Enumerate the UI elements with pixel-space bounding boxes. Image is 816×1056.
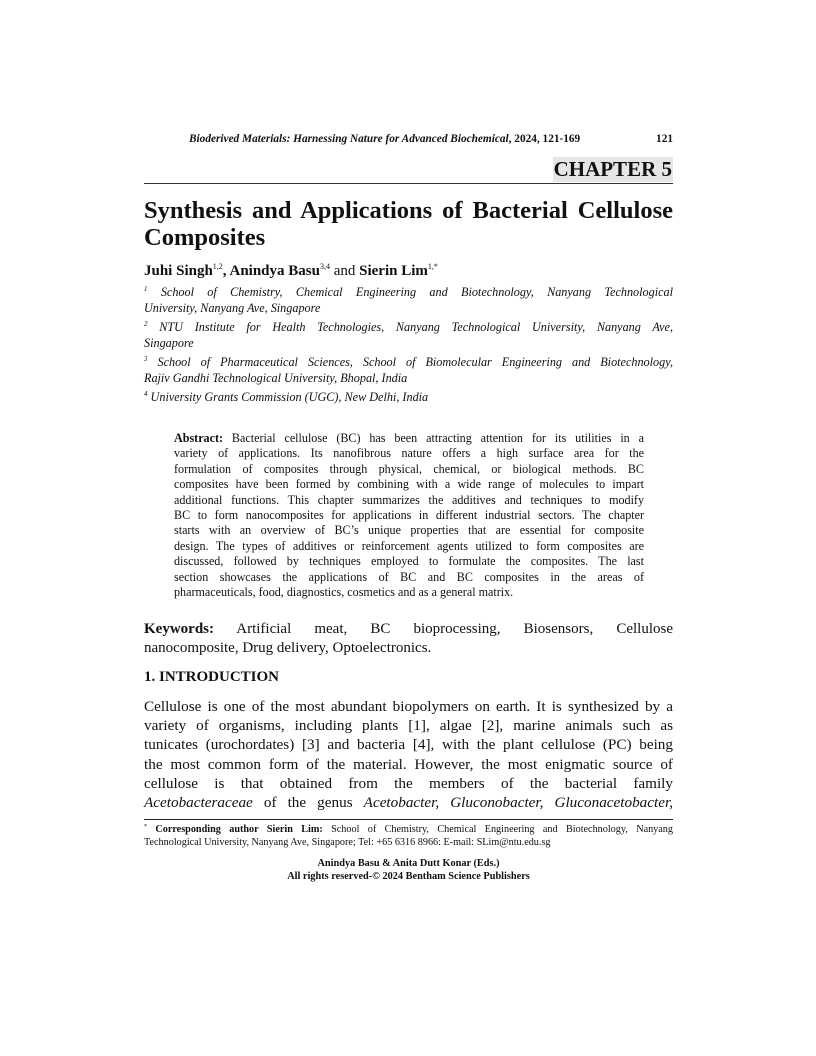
abstract-line: section showcases the applications of BC and BC composites in the areas of <box>174 569 644 584</box>
abstract-label: Abstract: <box>174 431 224 445</box>
author-affil-sup: 3,4 <box>319 262 330 271</box>
abstract-line: BC to form nanocomposites for applications in different industrial sectors. The chapter <box>174 508 644 523</box>
footnote-line: Technological University, Nanyang Ave, Singapore; Tel: +65 6316 8966: E-mail: SLim@ntu.edu.sg <box>144 837 551 848</box>
affiliation-text: School of Chemistry, Chemical Engineering and Biotechnology, Nanyang Technological <box>160 285 674 299</box>
publisher-info <box>144 857 673 883</box>
body-line: the most common form of the material. However, the most enigmatic source of <box>144 755 673 773</box>
title-line-1: Synthesis and Applications of Bacterial Cellulose <box>144 197 673 224</box>
affiliation-line <box>144 285 673 301</box>
author-name: Sierin Lim <box>359 263 428 279</box>
footnote-line <box>144 823 673 836</box>
footnote <box>144 823 673 849</box>
body-line <box>144 793 673 812</box>
keywords-label: Keywords: <box>144 621 214 637</box>
affiliation-text: University Grants Commission (UGC), New Delhi, India <box>150 390 429 404</box>
body-line: cellulose is that obtained from the members of the bacterial family <box>144 774 673 792</box>
body-text: of the genus <box>252 794 364 812</box>
affiliation-text: University, Nanyang Ave, Singapore <box>144 300 321 315</box>
body-paragraph <box>144 697 673 812</box>
abstract-line: variety of applications. Its nanofibrous nature offers a high surface area for the <box>174 446 644 461</box>
abstract-text: Bacterial cellulose (BC) has been attracting attention for its utilities in a <box>223 431 644 445</box>
affiliation <box>144 320 673 351</box>
year-pages: , 2024, 121-169 <box>508 133 581 145</box>
title-line-2: Composites <box>144 224 266 251</box>
abstract-line: starts with an overview of BC’s unique properties that are essential for composite <box>174 523 644 538</box>
body-line: tunicates (urochordates) [3] and bacteria [4], with the plant cellulose (PC) being <box>144 736 673 754</box>
family-name: Acetobacteraceae <box>144 794 253 812</box>
keywords <box>144 620 673 657</box>
affiliation <box>144 285 673 316</box>
affiliation-text: NTU Institute for Health Technologies, Nanyang Technological University, Nanyang Ave, <box>159 320 674 334</box>
abstract-line: additional functions. This chapter summarizes the additives and techniques to modify <box>174 492 644 507</box>
keywords-line: nanocomposite, Drug delivery, Optoelectronics. <box>144 639 432 656</box>
affiliation <box>144 355 673 386</box>
affiliation-line <box>144 355 673 371</box>
body-line: Cellulose is one of the most abundant biopolymers on earth. It is synthesized by a <box>144 698 673 715</box>
affiliation-text: School of Pharmaceutical Sciences, School of Biomolecular Engineering and Biotechnology, <box>157 355 673 369</box>
abstract-line: pharmaceuticals, food, diagnostics, cosmetics and as a general matrix. <box>174 585 514 600</box>
affiliation-number: 2 <box>144 320 148 328</box>
affiliations <box>144 285 673 410</box>
abstract-line: design. The types of additives or reinforcement agents utilized to form composites are <box>174 538 644 553</box>
page-number: 121 <box>656 133 673 145</box>
footnote-text: School of Chemistry, Chemical Engineering and Biotechnology, Nanyang <box>322 824 673 835</box>
chapter-title <box>144 197 673 251</box>
affiliation-number: 1 <box>144 285 148 293</box>
footnote-label: Corresponding author Sierin Lim: <box>155 824 323 835</box>
author-affil-sup: 1,* <box>427 262 438 271</box>
body-line: variety of organisms, including plants [1], algae [2], marine animals such as <box>144 717 673 735</box>
running-head-title <box>189 133 580 145</box>
affiliation-number: 3 <box>144 355 148 363</box>
keywords-line <box>144 620 673 639</box>
footnote-divider <box>144 819 673 820</box>
chapter-header-rule <box>144 157 673 184</box>
author-name: Juhi Singh <box>144 263 213 279</box>
genera-names: Acetobacter, Gluconobacter, Gluconacetobacter, <box>363 794 673 812</box>
author-affil-sup: 1,2 <box>212 262 223 271</box>
author-name: Anindya Basu <box>229 263 320 279</box>
abstract-line: formulation of composites through physical, chemical, or biological methods. BC <box>174 461 644 476</box>
footnote-marker: * <box>144 824 147 830</box>
chapter-label: CHAPTER 5 <box>553 157 672 181</box>
copyright: All rights reserved-© 2024 Bentham Science Publishers <box>287 871 530 882</box>
keywords-text: Artificial meat, BC bioprocessing, Biosensors, Cellulose <box>214 621 673 637</box>
author-separator: , <box>222 263 230 279</box>
author-list <box>144 262 438 280</box>
section-heading: 1. INTRODUCTION <box>144 669 280 685</box>
affiliation-text: Singapore <box>144 335 194 350</box>
book-title: Bioderived Materials: Harnessing Nature for Advanced Biochemical <box>189 133 509 145</box>
abstract <box>174 431 644 600</box>
affiliation-text: Rajiv Gandhi Technological University, Bhopal, India <box>144 370 408 385</box>
abstract-line: composites have been formed by combining with a wide range of molecules to impart <box>174 477 644 492</box>
author-separator: and <box>329 263 360 279</box>
affiliation-number: 4 <box>144 390 148 398</box>
editors: Anindya Basu & Anita Dutt Konar (Eds.) <box>317 858 500 869</box>
affiliation <box>144 390 673 406</box>
affiliation-line <box>144 320 673 336</box>
abstract-line <box>174 431 644 446</box>
abstract-line: discussed, followed by techniques employed to formulate the composites. The last <box>174 554 644 569</box>
